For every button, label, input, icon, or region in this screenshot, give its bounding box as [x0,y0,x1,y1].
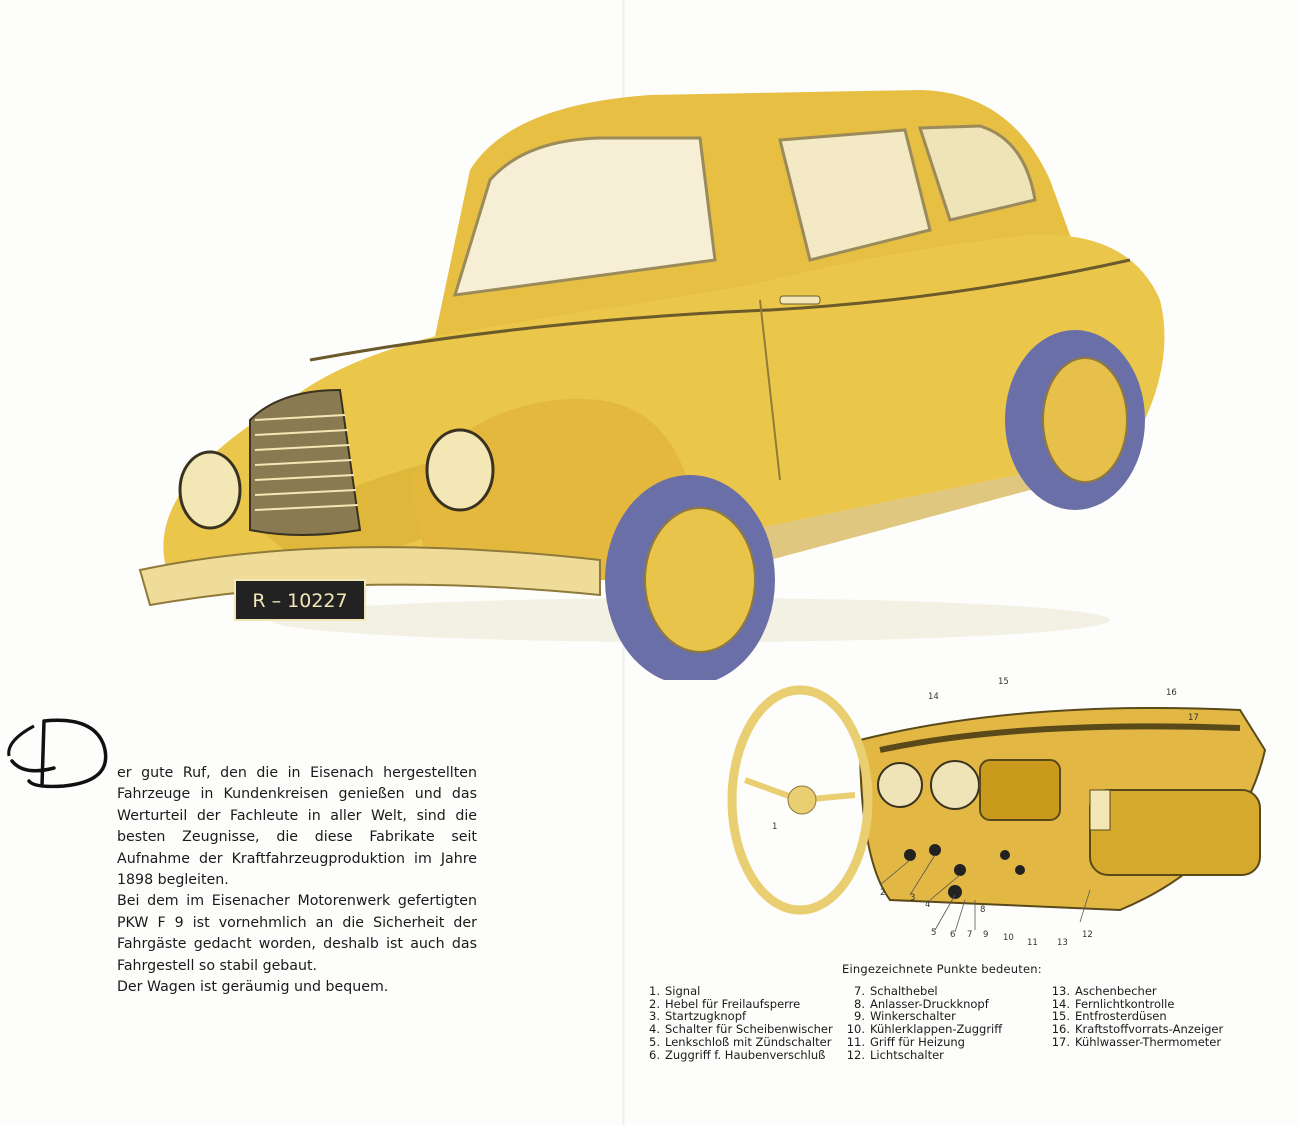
callout-9: 9 [983,930,989,940]
legend-title: Eingezeichnete Punkte bedeuten: [842,962,1042,976]
callout-13: 13 [1057,938,1068,948]
legend-item: 10. Kühlerklappen-Zuggriff [846,1022,1003,1037]
legend-item: 17. Kühlwasser-Thermometer [1051,1034,1222,1049]
legend-item: 16. Kraftstoffvorrats-Anzeiger [1051,1022,1224,1037]
callout-8: 8 [980,905,986,915]
callout-5: 5 [931,928,937,938]
legend-item: 6. Zuggriff f. Haubenverschluß [649,1047,826,1062]
legend-item: 14. Fernlichtkontrolle [1051,996,1175,1011]
legend-item: 13. Aschenbecher [1051,984,1157,998]
callout-3: 3 [910,893,916,903]
legend-column-1 [640,985,833,1061]
legend-item: 4. Schalter für Scheibenwischer [649,1022,833,1037]
callout-7: 7 [967,930,973,940]
callout-6: 6 [950,930,956,940]
callout-12: 12 [1082,930,1093,940]
legend-item: 11. Griff für Heizung [846,1034,965,1049]
legend-column-2 [845,985,1002,1061]
callout-16: 16 [1166,688,1177,698]
callout-1: 1 [772,822,778,832]
car-illustration [130,60,1190,680]
legend-item: 2. Hebel für Freilaufsperre [649,996,801,1011]
intro-paragraph-1: er gute Ruf, den die in Eisenach hergestellten Fahrzeuge in Kundenkreisen genießen und das Werturteil der Fachleute in aller Welt, sind die besten Zeugnisse, die diese Fabrikate seit Aufnahme der Kraftfahrzeugproduktion im Jahre 1898 begleiten. [117,765,477,889]
legend-item: 8. Anlasser-Druckknopf [854,996,989,1011]
callout-4: 4 [925,900,931,910]
intro-paragraph-2: Bei dem im Eisenacher Motorenwerk gefertigten PKW F 9 ist vornehmlich an die Sicherheit der Fahrgäste gedacht worden, deshalb ist auch das Fahrgestell so stabil gebaut. [117,893,477,974]
callout-2: 2 [880,888,886,898]
decorative-initial [4,706,124,796]
legend-item: 15. Entfrosterdüsen [1051,1009,1167,1024]
legend-item: 7. Schalthebel [854,984,938,998]
legend-item: 9. Winkerschalter [854,1009,956,1024]
intro-paragraph-3: Der Wagen ist geräumig und bequem. [117,979,389,996]
license-plate: R – 10227 [252,590,348,612]
legend-item: 1. Signal [649,984,701,998]
callout-10: 10 [1003,933,1014,943]
legend-item: 5. Lenkschloß mit Zündschalter [649,1034,832,1049]
callout-17: 17 [1188,713,1199,723]
legend-item: 3. Startzugknopf [649,1009,747,1024]
dashboard-illustration [720,660,1290,960]
callout-15: 15 [998,677,1009,687]
callout-11: 11 [1027,938,1038,948]
intro-text [117,763,477,998]
callout-14: 14 [928,692,939,702]
legend-item: 12. Lichtschalter [846,1047,944,1062]
legend-column-3 [1050,985,1223,1049]
